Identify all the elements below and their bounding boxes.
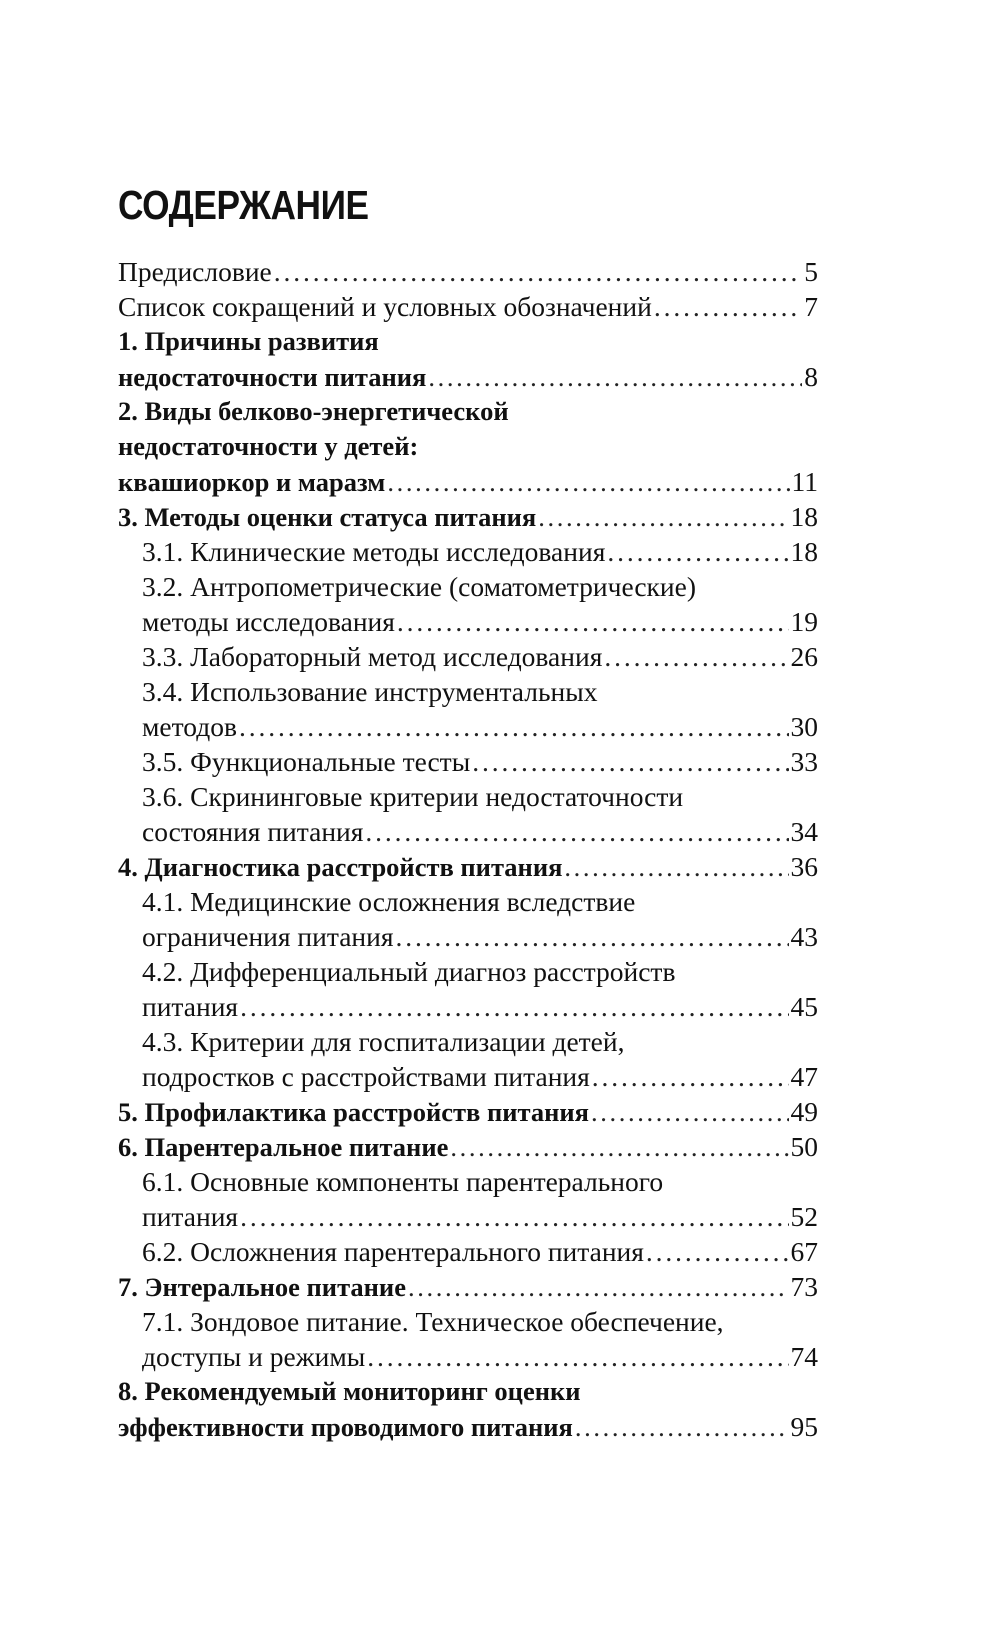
page-number: 7: [804, 291, 818, 322]
toc-entry-last-line: [142, 709, 818, 744]
toc-entry-line: [142, 1304, 818, 1339]
dot-leader: [589, 1095, 789, 1129]
dot-leader: [365, 1339, 788, 1374]
toc-entry-text: 3.4. Использование инструментальных: [142, 676, 598, 707]
toc-entry-line: [118, 1374, 818, 1409]
toc-entry-text: состояния питания: [142, 816, 364, 847]
toc-entry-text: Предисловие: [118, 256, 272, 287]
toc-entry: [118, 534, 818, 569]
dot-leader: [562, 850, 788, 884]
toc-entry-last-line: [142, 814, 818, 849]
toc-entry-text: недостаточности питания: [118, 362, 427, 392]
toc-entry: [118, 674, 818, 744]
toc-entry-text: 4.2. Дифференциальный диагноз расстройств: [142, 956, 676, 987]
toc-entry-last-line: [142, 989, 818, 1024]
toc-entry-text: ограничения питания: [142, 921, 394, 952]
page-number: 30: [790, 711, 818, 742]
toc-entry-text: 1. Причины развития: [118, 326, 379, 356]
toc-entry-text: 5. Профилактика расстройств питания: [118, 1097, 589, 1127]
page-number: 74: [790, 1341, 818, 1372]
toc-entry-text: квашиоркор и маразм: [118, 467, 386, 497]
toc-entry: [118, 744, 818, 779]
toc-entry-text: методы исследования: [142, 606, 395, 637]
toc-entry-text: 2. Виды белково-энергетической: [118, 396, 509, 426]
page-number: 45: [790, 991, 818, 1022]
toc-entry-text: Список сокращений и условных обозначений: [118, 291, 652, 322]
dot-leader: [237, 709, 789, 744]
toc-entry-text: 3.3. Лабораторный метод исследования: [142, 641, 603, 672]
table-of-contents: [118, 254, 818, 1444]
toc-entry-last-line: [142, 604, 818, 639]
toc-entry-last-line: [142, 639, 818, 674]
toc-entry: [118, 849, 818, 884]
toc-entry: [118, 1094, 818, 1129]
toc-entry-text: методов: [142, 711, 237, 742]
dot-leader: [238, 989, 788, 1024]
dot-leader: [536, 500, 788, 534]
toc-entry: [118, 1234, 818, 1269]
dot-leader: [605, 534, 788, 569]
toc-entry-last-line: [142, 744, 818, 779]
dot-leader: [363, 814, 788, 849]
toc-entry-text: 3.2. Антропометрические (соматометрические): [142, 571, 696, 602]
page-number: 19: [790, 606, 818, 637]
toc-entry-line: [142, 884, 818, 919]
dot-leader: [448, 1130, 788, 1164]
toc-entry-line: [142, 674, 818, 709]
toc-entry-text: 3. Методы оценки статуса питания: [118, 502, 537, 532]
dot-leader: [395, 604, 789, 639]
toc-entry-last-line: [118, 1094, 818, 1129]
dot-leader: [573, 1410, 789, 1444]
toc-entry-text: 6.2. Осложнения парентерального питания: [142, 1236, 644, 1267]
page-number: 49: [790, 1096, 818, 1127]
toc-entry-line: [118, 429, 818, 464]
page-number: 33: [790, 746, 818, 777]
toc-entry-last-line: [118, 254, 818, 289]
page-number: 52: [790, 1201, 818, 1232]
toc-entry-text: 3.1. Клинические методы исследования: [142, 536, 606, 567]
toc-entry-last-line: [142, 1234, 818, 1269]
dot-leader: [238, 1199, 788, 1234]
toc-entry-text: 4.3. Критерии для госпитализации детей,: [142, 1026, 625, 1057]
toc-entry: [118, 954, 818, 1024]
dot-leader: [470, 744, 788, 779]
page-number: 47: [790, 1061, 818, 1092]
toc-entry: [118, 254, 818, 289]
toc-entry-text: 6.1. Основные компоненты парентерального: [142, 1166, 664, 1197]
toc-entry-text: питания: [142, 1201, 239, 1232]
toc-entry-text: эффективности проводимого питания: [118, 1412, 573, 1442]
toc-entry-text: питания: [142, 991, 239, 1022]
toc-entry: [118, 499, 818, 534]
page-number: 73: [790, 1271, 818, 1302]
page-number: 36: [790, 851, 818, 882]
dot-leader: [272, 254, 803, 289]
dot-leader: [602, 639, 788, 674]
toc-entry-line: [142, 569, 818, 604]
page-number: 18: [790, 536, 818, 567]
page-number: 26: [790, 641, 818, 672]
toc-entry-text: 3.5. Функциональные тесты: [142, 746, 471, 777]
toc-entry: [118, 1129, 818, 1164]
toc-entry-last-line: [118, 289, 818, 324]
toc-entry-last-line: [118, 1269, 818, 1304]
page-number: 34: [790, 816, 818, 847]
toc-entry-text: недостаточности у детей:: [118, 431, 419, 461]
dot-leader: [426, 360, 802, 394]
page-number: 11: [791, 466, 818, 497]
toc-entry: [118, 569, 818, 639]
page-number: 18: [790, 501, 818, 532]
toc-entry: [118, 884, 818, 954]
dot-leader: [385, 465, 789, 499]
toc-entry: [118, 1304, 818, 1374]
toc-entry-last-line: [118, 849, 818, 884]
toc-entry-line: [142, 1024, 818, 1059]
toc-entry: [118, 1164, 818, 1234]
toc-entry-line: [118, 324, 818, 359]
dot-leader: [394, 919, 789, 954]
toc-entry-text: 7.1. Зондовое питание. Техническое обеспечение,: [142, 1306, 724, 1337]
toc-entry-last-line: [118, 1409, 818, 1444]
page-number: 67: [790, 1236, 818, 1267]
toc-entry-last-line: [118, 499, 818, 534]
toc-entry-text: 6. Парентеральное питание: [118, 1132, 449, 1162]
toc-entry: [118, 289, 818, 324]
toc-entry: [118, 639, 818, 674]
toc-entry: [118, 779, 818, 849]
toc-entry-text: доступы и режимы: [142, 1341, 366, 1372]
toc-entry-last-line: [118, 359, 818, 394]
toc-entry-last-line: [118, 464, 818, 499]
toc-entry-text: 8. Рекомендуемый мониторинг оценки: [118, 1376, 581, 1406]
toc-entry: [118, 1024, 818, 1094]
page-number: 50: [790, 1131, 818, 1162]
dot-leader: [590, 1059, 789, 1094]
toc-entry-last-line: [142, 1059, 818, 1094]
page-number: 43: [790, 921, 818, 952]
dot-leader: [652, 289, 802, 324]
page-number: 5: [804, 256, 818, 287]
toc-entry-text: 4.1. Медицинские осложнения вследствие: [142, 886, 636, 917]
toc-entry-text: 7. Энтеральное питание: [118, 1272, 406, 1302]
toc-entry-last-line: [142, 534, 818, 569]
page-number: 8: [804, 361, 818, 392]
toc-entry: [118, 1269, 818, 1304]
toc-entry: [118, 1374, 818, 1444]
page-title: СОДЕРЖАНИЕ: [118, 182, 369, 228]
toc-entry: [118, 394, 818, 499]
toc-entry-line: [142, 1164, 818, 1199]
toc-entry: [118, 324, 818, 394]
toc-entry-line: [142, 954, 818, 989]
toc-entry-text: 3.6. Скрининговые критерии недостаточности: [142, 781, 684, 812]
toc-entry-line: [142, 779, 818, 814]
toc-entry-last-line: [118, 1129, 818, 1164]
toc-entry-last-line: [142, 1199, 818, 1234]
page-number: 95: [790, 1411, 818, 1442]
toc-entry-last-line: [142, 919, 818, 954]
toc-entry-last-line: [142, 1339, 818, 1374]
toc-entry-text: 4. Диагностика расстройств питания: [118, 852, 563, 882]
toc-entry-line: [118, 394, 818, 429]
toc-entry-text: подростков с расстройствами питания: [142, 1061, 590, 1092]
dot-leader: [644, 1234, 789, 1269]
dot-leader: [406, 1270, 789, 1304]
